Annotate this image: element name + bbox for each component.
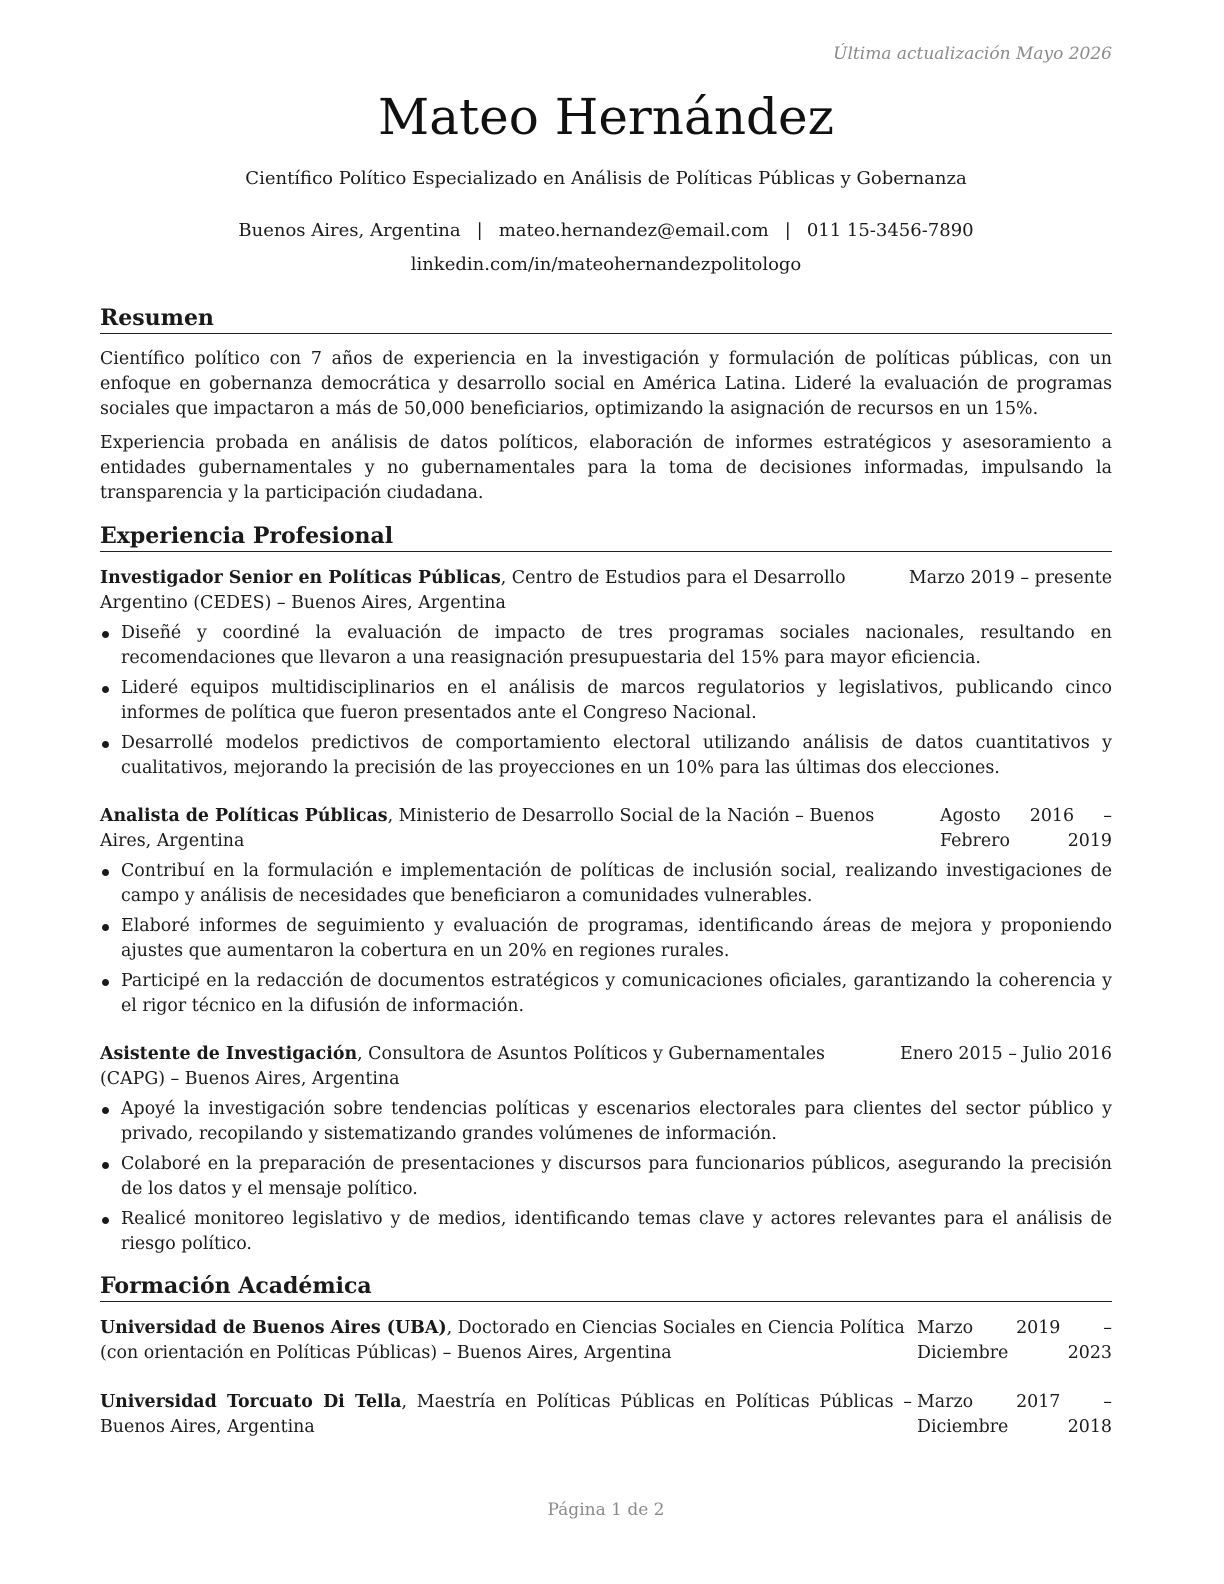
last-updated: Última actualización Mayo 2026 [833,44,1112,64]
phone: 011 15-3456-7890 [806,220,974,241]
bullet-icon [102,1162,109,1169]
degree: , Doctorado en Ciencias Sociales en Ciencia Política (con orientación en Políticas Públicas) – Buenos Aires, Argentina [100,1318,905,1363]
job-org: , Ministerio de Desarrollo Social de la Nación – Buenos Aires, Argentina [100,806,875,851]
list-item: Desarrollé modelos predictivos de comportamiento electoral utilizando análisis de datos cuantitativos y cualitativos, mejorando la precisión de las proyecciones en un 10% para las últimas dos elecciones. [100,731,1112,781]
list-item: Colaboré en la preparación de presentaciones y discursos para funcionarios públicos, asegurando la precisión de los datos y el mensaje político. [100,1152,1112,1202]
job-dates: Marzo 2019 – presente [908,568,1112,588]
location: Buenos Aires, Argentina [238,220,461,241]
job-header [100,566,1112,616]
education-dates: Marzo 2019 – Diciembre 2023 [917,1318,1112,1363]
job-bullets [100,621,1112,786]
job-role: Asistente de Investigación [100,1044,358,1064]
school-name: Universidad de Buenos Aires (UBA) [100,1318,447,1338]
education-item [100,1390,1112,1440]
summary-paragraph: Experiencia probada en análisis de datos políticos, elaboración de informes estratégicos y asesoramiento a entidades gubernamentales y no gubernamentales para la toma de decisiones informadas, impulsando la transparencia y la participación ciudadana. [100,433,1112,503]
job-org: , Consultora de Asuntos Políticos y Gubernamentales (CAPG) – Buenos Aires, Argentina [100,1044,825,1089]
separator: | [476,220,483,241]
bullet-icon [102,924,109,931]
list-item: Elaboré informes de seguimiento y evaluación de programas, identificando áreas de mejora y proponiendo ajustes que aumentaron la cobertura en un 20% en regiones rurales. [100,914,1112,964]
separator: | [784,220,791,241]
section-title-summary: Resumen [100,304,1112,334]
resume-page [100,0,1112,1584]
bullet-icon [102,1217,109,1224]
job-role: Analista de Políticas Públicas [100,806,388,826]
section-title-education: Formación Académica [100,1272,1112,1302]
school-name: Universidad Torcuato Di Tella [100,1392,402,1412]
bullet-icon [102,869,109,876]
list-item: Lideré equipos multidisciplinarios en el análisis de marcos regulatorios y legislativos, publicando cinco informes de política que fueron presentados ante el Congreso Nacional. [100,676,1112,726]
job-header [100,804,1112,854]
list-item: Apoyé la investigación sobre tendencias políticas y escenarios electorales para clientes del sector público y privado, recopilando y sistematizando grandes volúmenes de información. [100,1097,1112,1147]
education-item [100,1316,1112,1366]
section-title-experience: Experiencia Profesional [100,522,1112,552]
summary-paragraph: Científico político con 7 años de experiencia en la investigación y formulación de políticas públicas, con un enfoque en gobernanza democrática y desarrollo social en América Latina. Lideré la evaluación de programas sociales que impactaron a más de 50,000 beneficiarios, optimizando la asignación de recursos en un 15%. [100,349,1112,419]
page-number: Página 1 de 2 [547,1500,665,1520]
job-header [100,1042,1112,1092]
list-item: Contribuí en la formulación e implementación de políticas de inclusión social, realizando investigaciones de campo y análisis de necesidades que beneficiaron a comunidades vulnerables. [100,859,1112,909]
degree: , Maestría en Políticas Públicas en Políticas Públicas – Buenos Aires, Argentina [100,1392,912,1437]
job-dates: Agosto 2016 – Febrero 2019 [940,806,1112,851]
contact-line [100,218,1112,244]
bullet-icon [102,631,109,638]
list-item: Realicé monitoreo legislativo y de medios, identificando temas clave y actores relevantes para el análisis de riesgo político. [100,1207,1112,1257]
bullet-icon [102,741,109,748]
email-link[interactable]: mateo.hernandez@email.com [498,220,769,241]
list-item: Participé en la redacción de documentos estratégicos y comunicaciones oficiales, garantizando la coherencia y el rigor técnico en la difusión de información. [100,969,1112,1019]
linkedin-link[interactable]: linkedin.com/in/mateohernandezpolitologo [410,254,802,275]
job-role: Investigador Senior en Políticas Públicas [100,568,501,588]
job-bullets [100,1097,1112,1262]
list-item: Diseñé y coordiné la evaluación de impacto de tres programas sociales nacionales, resultando en recomendaciones que llevaron a una reasignación presupuestaria del 15% para mayor eficiencia. [100,621,1112,671]
bullet-icon [102,686,109,693]
job-dates: Enero 2015 – Julio 2016 [899,1044,1112,1064]
job-org: , Centro de Estudios para el Desarrollo Argentino (CEDES) – Buenos Aires, Argentina [100,568,846,613]
bullet-icon [102,979,109,986]
education-dates: Marzo 2017 – Diciembre 2018 [917,1392,1112,1437]
page-title: Mateo Hernández [378,88,834,146]
headline: Científico Político Especializado en Análisis de Políticas Públicas y Gobernanza [245,168,967,189]
bullet-icon [102,1107,109,1114]
job-bullets [100,859,1112,1024]
